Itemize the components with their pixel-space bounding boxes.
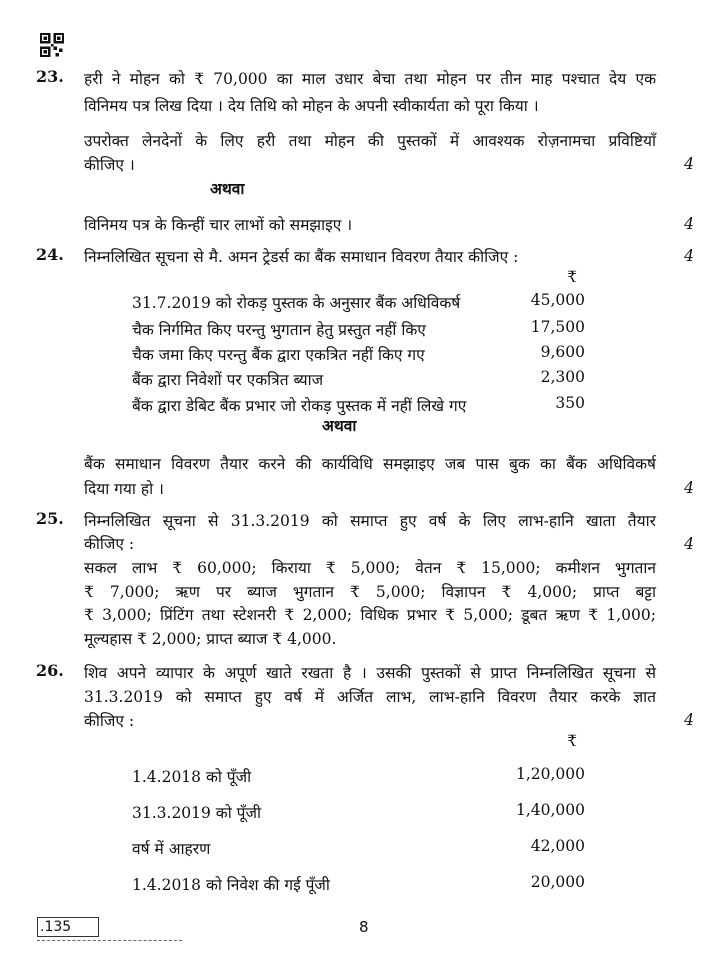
table-row-label: चैक जमा किए परन्तु बैंक द्वारा एकत्रित नहीं किए गए — [132, 346, 425, 364]
q23-line-2: विनिमय पत्र लिख दिया । देय तिथि को मोहन के अपनी स्वीकार्यता को पूरा किया । — [84, 97, 539, 115]
rupee-heading: ₹ — [567, 732, 577, 750]
marks: 4 — [684, 479, 694, 497]
q26-line-2: 31.3.2019 को समाप्त हुए वर्ष में अर्जित लाभ, लाभ-हानि विवरण तैयार करके ज्ञात — [84, 688, 656, 706]
table-row-amount: 45,000 — [530, 291, 585, 309]
marks: 4 — [684, 215, 694, 233]
q24-alternative-line-2: दिया गया हो । — [84, 480, 164, 498]
q24-alternative-line-1: बैंक समाधान विवरण तैयार करने की कार्यविधि समझाइए जब पास बुक का बैंक अधिविकर्ष — [84, 455, 656, 473]
table-row-amount: 20,000 — [530, 873, 585, 891]
table-row-amount: 350 — [555, 394, 585, 412]
rupee-heading: ₹ — [567, 268, 577, 286]
footer-divider — [37, 940, 182, 941]
q23-line-4: कीजिए । — [84, 156, 135, 174]
question-number: 26. — [36, 661, 64, 680]
table-row-label: चैक निर्गमित किए परन्तु भुगतान हेतु प्रस्तुत नहीं किए — [132, 321, 426, 339]
table-row-amount: 1,20,000 — [515, 765, 585, 783]
q25-line-6: मूल्यहास ₹ 2,000; प्राप्त ब्याज ₹ 4,000. — [84, 630, 337, 648]
table-row-label: बैंक द्वारा डेबिट बैंक प्रभार जो रोकड़ पुस्तक में नहीं लिखे गए — [132, 397, 467, 415]
q23-line-1: हरी ने मोहन को ₹ 70,000 का माल उधार बेचा तथा मोहन पर तीन माह पश्चात देय एक — [84, 70, 656, 88]
paper-code: .135 — [37, 917, 99, 937]
marks: 4 — [684, 155, 694, 173]
q25-line-4: ₹ 7,000; ऋण पर ब्याज भुगतान ₹ 5,000; विज्ञापन ₹ 4,000; प्राप्त बट्टा — [84, 583, 656, 601]
table-row-label: वर्ष में आहरण — [132, 840, 211, 858]
table-row-label: 31.7.2019 को रोकड़ पुस्तक के अनुसार बैंक अधिविकर्ष — [132, 294, 461, 312]
q25-line-1: निम्नलिखित सूचना से 31.3.2019 को समाप्त हुए वर्ष के लिए लाभ-हानि खाता तैयार — [84, 512, 656, 530]
marks: 4 — [684, 711, 694, 729]
table-row-amount: 9,600 — [540, 343, 585, 361]
table-row-amount: 2,300 — [540, 368, 585, 386]
or-heading: अथवा — [322, 416, 357, 435]
table-row-label: बैंक द्वारा निवेशों पर एकत्रित ब्याज — [132, 371, 324, 389]
or-heading: अथवा — [210, 179, 245, 198]
q26-line-1: शिव अपने व्यापार के अपूर्ण खाते रखता है । उसकी पुस्तकों से प्राप्त निम्नलिखित सूचना से — [84, 664, 656, 682]
table-row-amount: 17,500 — [530, 318, 585, 336]
question-number: 25. — [36, 509, 64, 528]
marks: 4 — [684, 535, 694, 553]
question-number: 24. — [36, 245, 64, 264]
q23-line-3: उपरोक्त लेनदेनों के लिए हरी तथा मोहन की पुस्तकों में आवश्यक रोज़नामचा प्रविष्टियाँ — [84, 132, 656, 150]
qr-code-icon — [40, 33, 64, 57]
q26-line-3: कीजिए : — [84, 712, 135, 730]
q25-line-3: सकल लाभ ₹ 60,000; किराया ₹ 5,000; वेतन ₹ 15,000; कमीशन भुगतान — [84, 559, 656, 577]
q25-line-2: कीजिए : — [84, 535, 135, 553]
question-number: 23. — [36, 67, 64, 86]
q23-alternative: विनिमय पत्र के किन्हीं चार लाभों को समझाइए । — [84, 216, 353, 234]
table-row-label: 1.4.2018 को निवेश की गई पूँजी — [132, 876, 330, 894]
table-row-label: 31.3.2019 को पूँजी — [132, 804, 261, 822]
table-row-label: 1.4.2018 को पूँजी — [132, 768, 252, 786]
marks: 4 — [684, 247, 694, 265]
q24-line-1: निम्नलिखित सूचना से मै. अमन ट्रेडर्स का बैंक समाधान विवरण तैयार कीजिए : — [84, 248, 519, 266]
table-row-amount: 42,000 — [530, 837, 585, 855]
page-number: 8 — [359, 918, 369, 936]
q25-line-5: ₹ 3,000; प्रिंटिंग तथा स्टेशनरी ₹ 2,000; विधिक प्रभार ₹ 5,000; डूबत ऋण ₹ 1,000; — [84, 606, 656, 624]
table-row-amount: 1,40,000 — [515, 801, 585, 819]
